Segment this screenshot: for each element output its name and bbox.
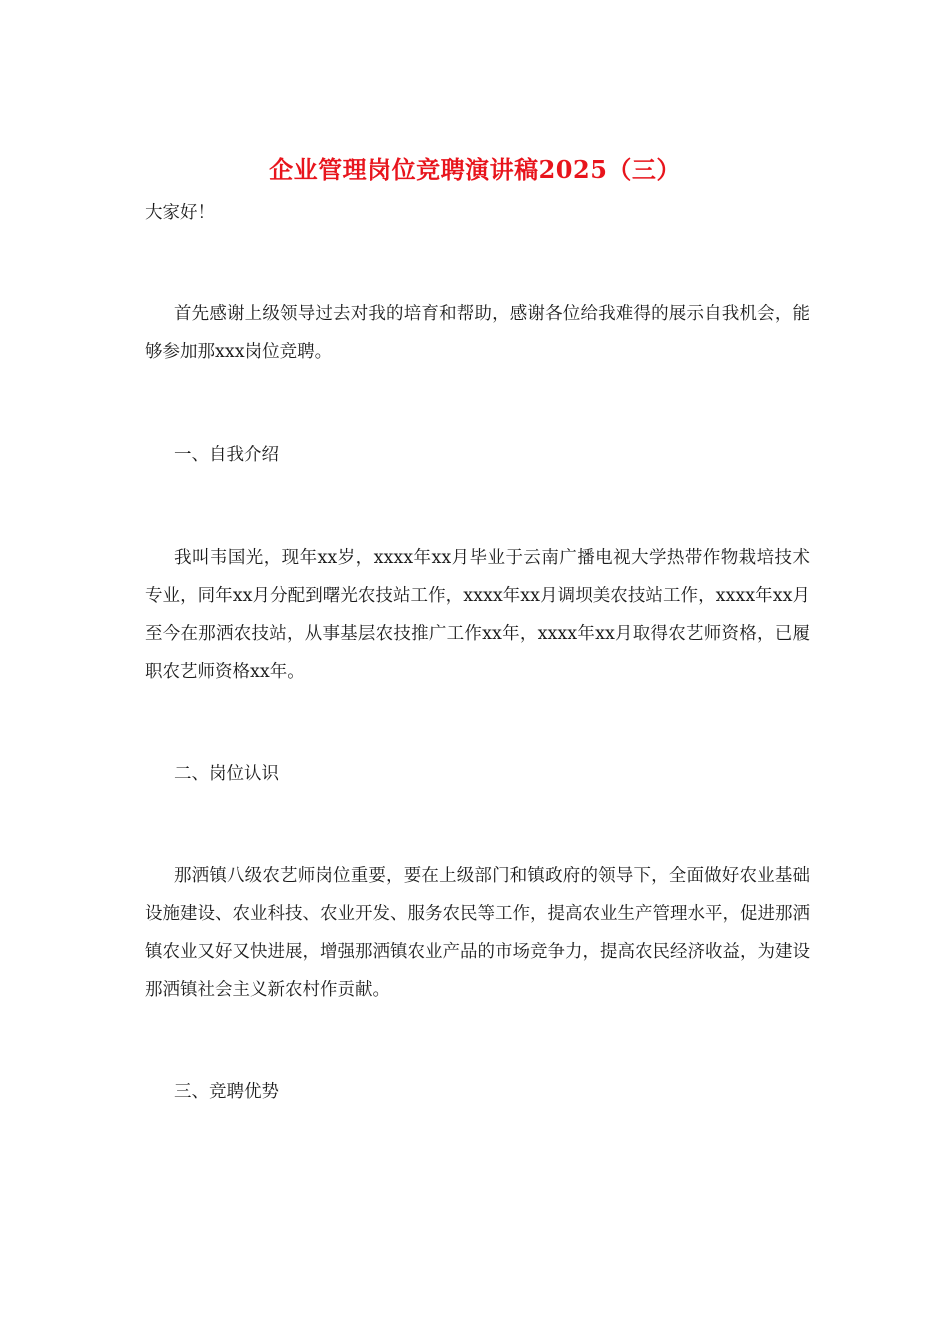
section-heading-self-intro: 一、自我介绍 [174,445,279,465]
paragraph-self-intro: 我叫韦国光，现年xx岁，xxxx年xx月毕业于云南广播电视大学热带作物栽培技术专业，同年xx月分配到曙光农技站工作，xxxx年xx月调坝美农技站工作，xxxx年xx月至今在那洒农技站，从事基层农技推广工作xx年，xxxx年xx月取得农艺师资格，已履职农艺师资格xx年。 [145,548,810,682]
section-heading-competitive-advantages: 三、竞聘优势 [174,1082,279,1102]
greeting-text: 大家好！ [145,203,215,223]
document-title: 企业管理岗位竞聘演讲稿2025（三） [269,155,681,184]
paragraph-position-understanding: 那洒镇八级农艺师岗位重要，要在上级部门和镇政府的领导下，全面做好农业基础设施建设、农业科技、农业开发、服务农民等工作，提高农业生产管理水平，促进那洒镇农业又好又快进展，增强那洒镇农业产品的市场竞争力，提高农民经济收益，为建设那洒镇社会主义新农村作贡献。 [145,866,810,1000]
paragraph-thanks: 首先感谢上级领导过去对我的培育和帮助，感谢各位给我难得的展示自我机会，能够参加那xxx岗位竞聘。 [145,304,810,362]
section-heading-position-understanding: 二、岗位认识 [174,764,279,784]
